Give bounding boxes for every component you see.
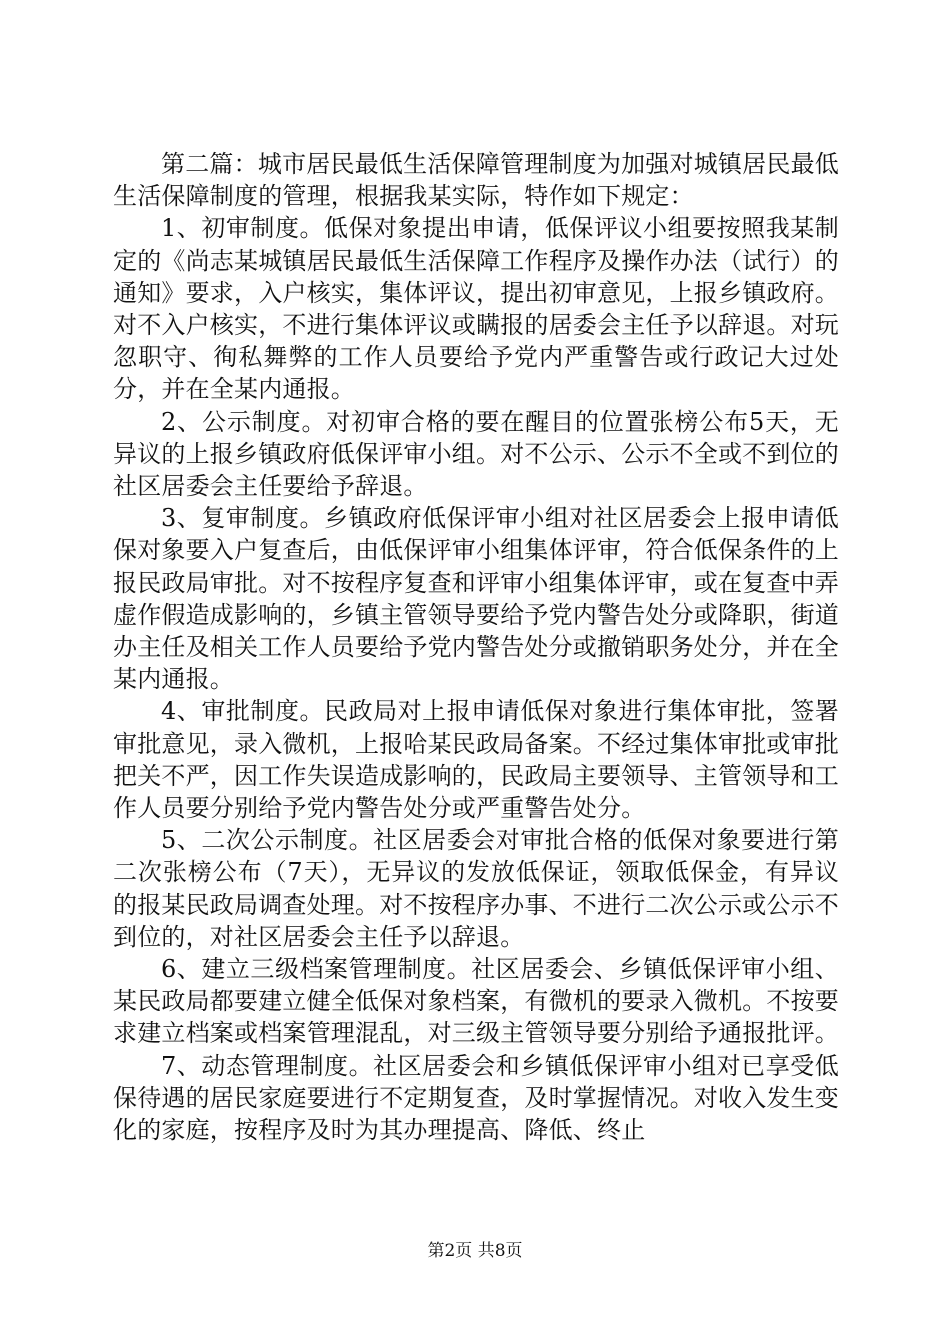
paragraph-second-publicity: 5、二次公示制度。社区居委会对审批合格的低保对象要进行第二次张榜公布（7天），无异议的发放低保证，领取低保金，有异议的报某民政局调查处理。对不按程序办事、不进行二次公示或公示不到位的，对社区居委会主任予以辞退。 [113,826,839,951]
paragraph-dynamic-management: 7、动态管理制度。社区居委会和乡镇低保评审小组对已享受低保待遇的居民家庭要进行不定期复查，及时掌握情况。对收入发生变化的家庭，按程序及时为其办理提高、降低、终止 [113,1051,839,1145]
paragraph-intro: 第二篇：城市居民最低生活保障管理制度为加强对城镇居民最低生活保障制度的管理，根据我某实际，特作如下规定： [113,150,839,211]
paragraph-re-review: 3、复审制度。乡镇政府低保评审小组对社区居委会上报申请低保对象要入户复查后，由低保评审小组集体评审，符合低保条件的上报民政局审批。对不按程序复查和评审小组集体评审，或在复查中弄虚作假造成影响的，乡镇主管领导要给予党内警告处分或降职，街道办主任及相关工作人员要给予党内警告处分或撤销职务处分，并在全某内通报。 [113,504,839,694]
paragraph-approval: 4、审批制度。民政局对上报申请低保对象进行集体审批，签署审批意见，录入微机，上报哈某民政局备案。不经过集体审批或审批把关不严，因工作失误造成影响的，民政局主要领导、主管领导和工作人员要分别给予党内警告处分或严重警告处分。 [113,697,839,823]
paragraph-publicity: 2、公示制度。对初审合格的要在醒目的位置张榜公布5天，无异议的上报乡镇政府低保评审小组。对不公示、公示不全或不到位的社区居委会主任要给予辞退。 [113,407,839,501]
document-body [113,148,839,1146]
page-number-footer: 第2页 共8页 [427,1241,523,1261]
paragraph-initial-review: 1、初审制度。低保对象提出申请，低保评议小组要按照我某制定的《尚志某城镇居民最低生活保障工作程序及操作办法（试行）的通知》要求，入户核实，集体评议，提出初审意见，上报乡镇政府。对不入户核实，不进行集体评议或瞒报的居委会主任予以辞退。对玩忽职守、徇私舞弊的工作人员要给予党内严重警告或行政记大过处分，并在全某内通报。 [113,214,839,404]
paragraph-archives: 6、建立三级档案管理制度。社区居委会、乡镇低保评审小组、某民政局都要建立健全低保对象档案，有微机的要录入微机。不按要求建立档案或档案管理混乱，对三级主管领导要分别给予通报批评。 [113,955,839,1048]
